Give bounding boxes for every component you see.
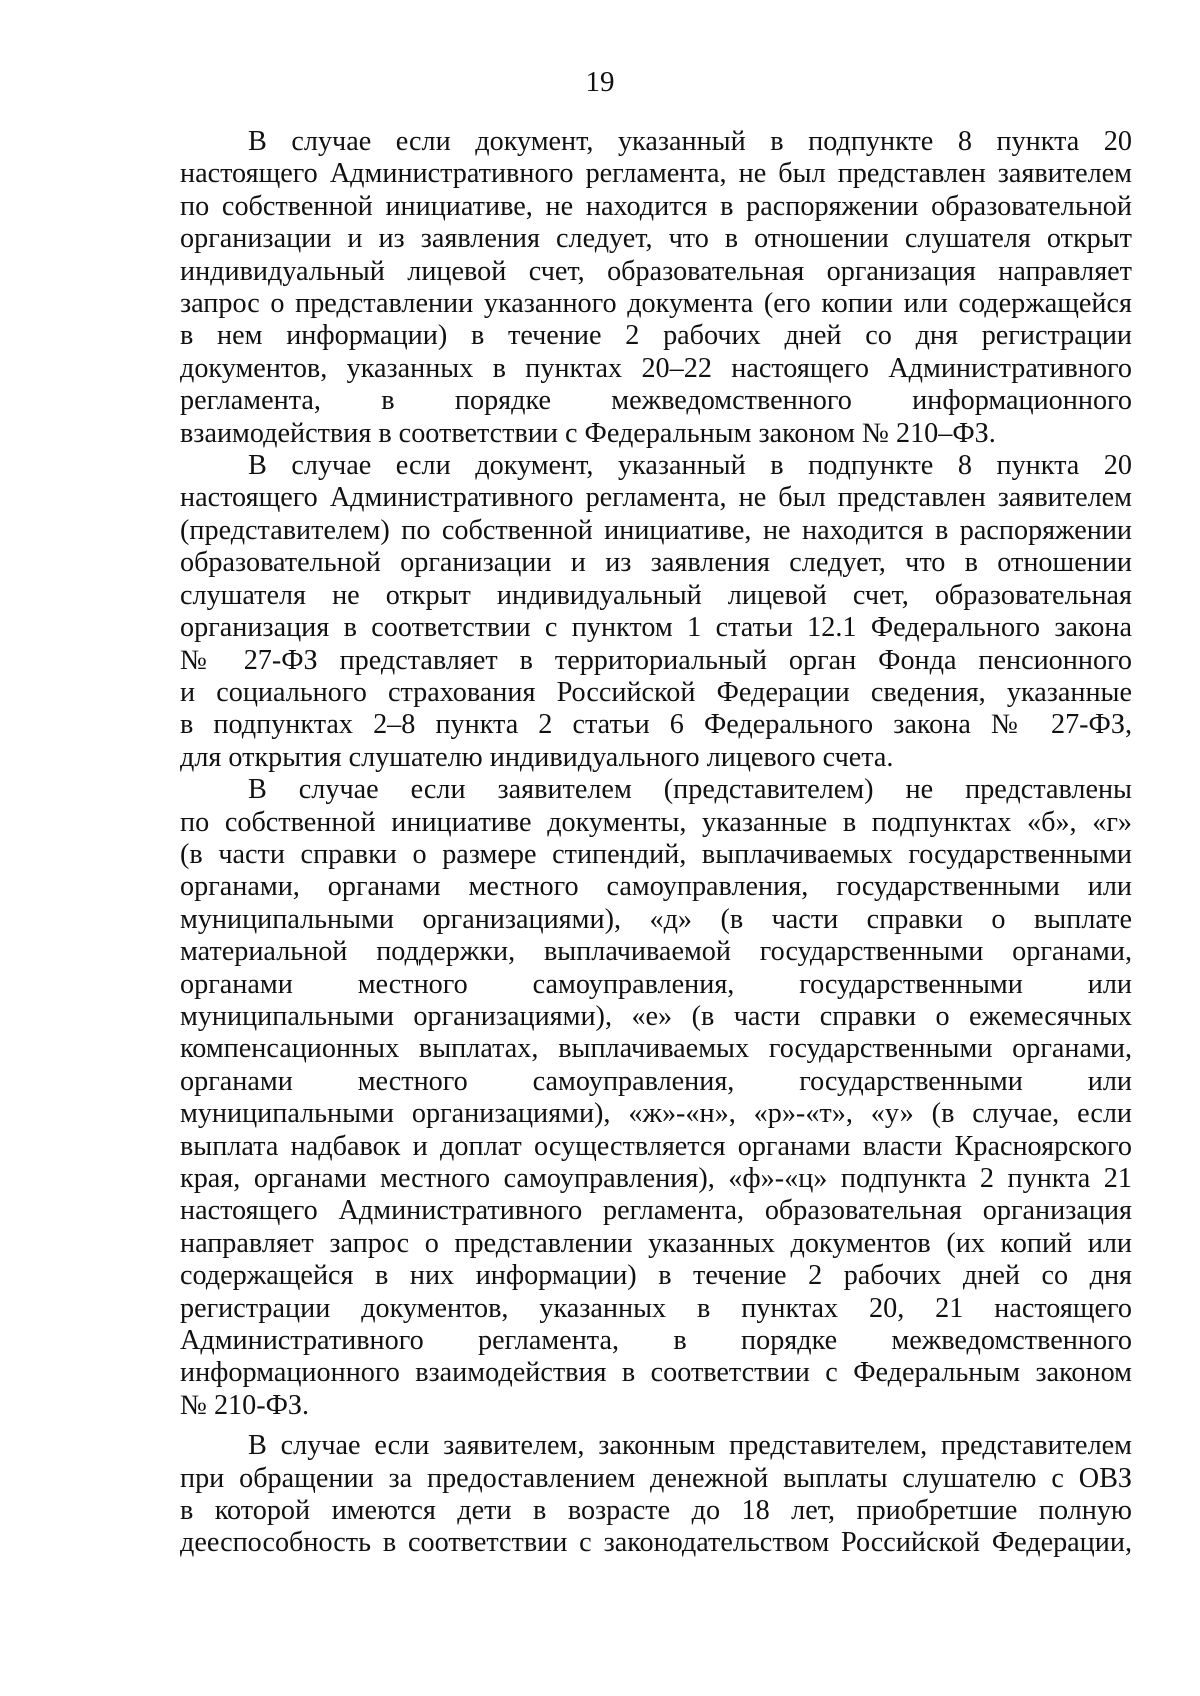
text-line: органами местного самоуправления, государственными или — [180, 1065, 1132, 1097]
text-line: регистрации документов, указанных в пунктах 20, 21 настоящего — [180, 1292, 1132, 1324]
text-line: В случае если документ, указанный в подпункте 8 пункта 20 — [248, 450, 1132, 482]
text-line: по собственной инициативе документы, указанные в подпунктах «б», «г» — [180, 806, 1132, 838]
text-line: материальной поддержки, выплачиваемой государственными органами, — [180, 936, 1132, 968]
text-line: в подпунктах 2–8 пункта 2 статьи 6 Федерального закона № 27-ФЗ, — [180, 709, 1132, 741]
text-line: запрос о представлении указанного документа (его копии или содержащейся — [180, 288, 1132, 320]
paragraph — [180, 450, 1132, 774]
text-line: № 210-ФЗ. — [180, 1389, 310, 1421]
text-line: в нем информации) в течение 2 рабочих дней со дня регистрации — [180, 320, 1132, 352]
text-line: края, органами местного самоуправления), «ф»-«ц» подпункта 2 пункта 21 — [180, 1163, 1132, 1194]
text-line: взаимодействия в соответствии с Федеральным законом № 210–ФЗ. — [180, 417, 996, 449]
text-line: № 27-ФЗ представляет в территориальный орган Фонда пенсионного — [180, 644, 1132, 676]
text-line: настоящего Административного регламента, не был представлен заявителем — [180, 158, 1132, 190]
page-number: 19 — [585, 66, 615, 98]
document-body — [180, 126, 1132, 1560]
text-line: дееспособность в соответствии с законодательством Российской Федерации, — [180, 1527, 1132, 1559]
text-line: компенсационных выплатах, выплачиваемых государственными органами, — [180, 1033, 1132, 1065]
text-line: направляет запрос о представлении указанных документов (их копий или — [180, 1227, 1132, 1259]
text-line: в которой имеются дети в возрасте до 18 лет, приобретшие полную — [180, 1495, 1132, 1527]
text-line: индивидуальный лицевой счет, образовательная организация направляет — [180, 255, 1132, 287]
text-line: В случае если заявителем (представителем) не представлены — [248, 774, 1132, 806]
text-line: (представителем) по собственной инициативе, не находится в распоряжении — [180, 514, 1132, 546]
text-line: слушателя не открыт индивидуальный лицевой счет, образовательная — [180, 579, 1132, 611]
text-line: по собственной инициативе, не находится в распоряжении образовательной — [180, 190, 1132, 222]
text-line: муниципальными организациями), «ж»-«н», «р»-«т», «у» (в случае, если — [180, 1098, 1132, 1130]
paragraph — [180, 774, 1132, 1422]
text-line: Административного регламента, в порядке межведомственного — [180, 1325, 1132, 1357]
paragraph — [180, 126, 1132, 450]
text-line: органами местного самоуправления, государственными или — [180, 968, 1132, 1000]
text-line: В случае если заявителем, законным представителем, представителем — [248, 1430, 1132, 1462]
text-line: (в части справки о размере стипендий, выплачиваемых государственными — [180, 838, 1132, 870]
text-line: муниципальными организациями), «е» (в части справки о ежемесячных — [180, 1000, 1132, 1032]
text-line: документов, указанных в пунктах 20–22 настоящего Административного — [180, 352, 1132, 384]
text-line: организации и из заявления следует, что в отношении слушателя открыт — [180, 223, 1132, 255]
text-line: регламента, в порядке межведомственного информационного — [180, 385, 1132, 417]
text-line: настоящего Административного регламента, не был представлен заявителем — [180, 482, 1132, 514]
text-line: настоящего Административного регламента, образовательная организация — [180, 1195, 1132, 1227]
text-line: при обращении за предоставлением денежной выплаты слушателю с ОВЗ — [180, 1462, 1132, 1494]
text-line: муниципальными организациями), «д» (в части справки о выплате — [180, 903, 1132, 935]
text-line: В случае если документ, указанный в подпункте 8 пункта 20 — [248, 126, 1132, 157]
text-line: выплата надбавок и доплат осуществляется органами власти Красноярского — [180, 1130, 1132, 1162]
text-line: информационного взаимодействия в соответствии с Федеральным законом — [180, 1357, 1132, 1389]
text-line: для открытия слушателю индивидуального лицевого счета. — [180, 741, 894, 773]
text-line: содержащейся в них информации) в течение 2 рабочих дней со дня — [180, 1260, 1132, 1292]
text-line: организация в соответствии с пунктом 1 статьи 12.1 Федерального закона — [180, 612, 1132, 644]
paragraph — [180, 1430, 1132, 1560]
text-line: органами, органами местного самоуправления, государственными или — [180, 871, 1132, 903]
text-line: образовательной организации и из заявления следует, что в отношении — [180, 547, 1132, 579]
text-line: и социального страхования Российской Федерации сведения, указанные — [180, 676, 1132, 708]
